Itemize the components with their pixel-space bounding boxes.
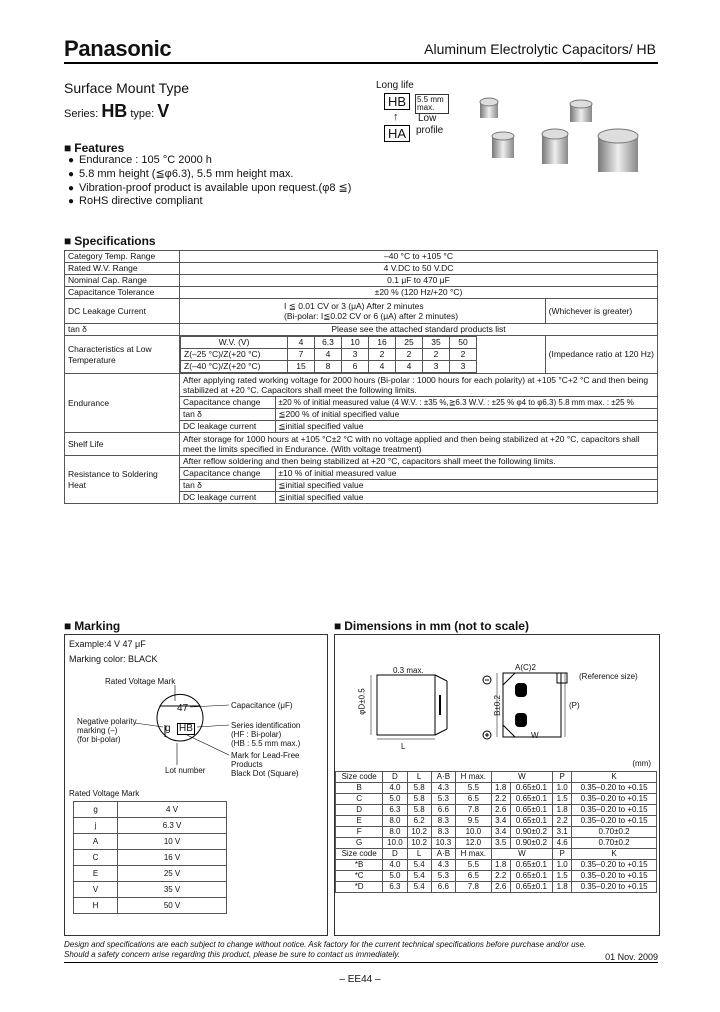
table-row [336, 794, 657, 805]
cell: 4.3 [431, 783, 455, 794]
footer-date: 01 Nov. 2009 [605, 952, 658, 962]
cell: 10.2 [407, 838, 431, 849]
cell: 2.6 [491, 882, 510, 893]
dim-label: A(C)2 [515, 663, 536, 672]
type-label: type: [130, 108, 155, 120]
series-mark: HB [179, 723, 193, 734]
dc-leak-line: I ≦ 0.01 CV or 3 (μA) After 2 minutes [284, 301, 424, 311]
cell: 0.65±0.1 [510, 794, 553, 805]
spec-label: Rated W.V. Range [65, 263, 180, 275]
series-line [64, 101, 169, 122]
solder-row [180, 492, 658, 504]
cell: 7.8 [455, 805, 491, 816]
capacitance-label: Capacitance (μF) [231, 701, 293, 710]
header-cell: P [553, 772, 572, 783]
capacitor-small-icon [480, 98, 498, 118]
endurance-row [180, 421, 658, 433]
cell: 0.65±0.1 [510, 783, 553, 794]
z-cell: 8 [315, 361, 342, 373]
solder-value: ±10 % of initial measured value [278, 468, 397, 478]
cell: B [336, 783, 383, 794]
solder-key: tan δ [180, 480, 276, 491]
cell: D [336, 805, 383, 816]
mark-cell: H [74, 898, 118, 914]
brand-logo: Panasonic [64, 36, 172, 61]
header-cell: P [553, 849, 572, 860]
cell: 0.70±0.2 [572, 838, 657, 849]
cell: 0.65±0.1 [510, 805, 553, 816]
endurance-key: tan δ [180, 409, 276, 420]
z25-label: Z(–25 °C)/Z(+20 °C) [181, 349, 288, 361]
cell: 1.8 [553, 882, 572, 893]
cell: 1.8 [491, 860, 510, 871]
low-temp-table [180, 336, 477, 373]
table-row [74, 834, 227, 850]
voltage-cell: 6.3 V [118, 818, 227, 834]
endurance-value: ≦initial specified value [278, 421, 364, 431]
spec-label: tan δ [65, 324, 180, 336]
table-row [336, 783, 657, 794]
capacitor-medium-icon [542, 129, 568, 164]
mark-cell: V [74, 882, 118, 898]
cell: G [336, 838, 383, 849]
endurance-key: DC leakage current [180, 421, 276, 432]
specifications-heading: ■ Specifications [64, 234, 156, 248]
table-row [65, 456, 658, 468]
z-cell: 4 [315, 349, 342, 361]
marking-box [64, 634, 328, 936]
header-cell: A·B [431, 772, 455, 783]
cell: *D [336, 882, 383, 893]
cell: 6.2 [407, 816, 431, 827]
header-cell: D [383, 772, 407, 783]
cell: 4.0 [383, 783, 407, 794]
spec-label: Capacitance Tolerance [65, 287, 180, 299]
table-row [65, 324, 658, 336]
wv-cell: 50 [450, 337, 477, 349]
table-row [65, 433, 658, 456]
g-mark: g [165, 723, 171, 734]
z-cell: 7 [288, 349, 315, 361]
cell: 7.8 [455, 882, 491, 893]
voltage-cell: 25 V [118, 866, 227, 882]
spec-value: 4 V.DC to 50 V.DC [180, 263, 658, 275]
wv-header: W.V. (V) [181, 337, 288, 349]
specifications-table [64, 250, 658, 504]
cell: 8.3 [431, 816, 455, 827]
low-label: Low [418, 113, 437, 124]
z-cell: 4 [369, 361, 396, 373]
dim-label: (P) [569, 701, 580, 710]
spec-value: Please see the attached standard products list [180, 324, 658, 336]
voltage-cell: 50 V [118, 898, 227, 914]
cell: 3.4 [491, 816, 510, 827]
spec-value: 0.1 μF to 470 μF [180, 275, 658, 287]
cell: 5.8 [407, 805, 431, 816]
z-cell: 6 [342, 361, 369, 373]
marking-leader-lines [65, 635, 327, 785]
table-row [336, 772, 657, 783]
marking-heading: ■ Marking [64, 619, 120, 633]
series-ident-line: Series identification [231, 721, 301, 730]
cell: 0.90±0.2 [510, 838, 553, 849]
spec-label: Shelf Life [65, 433, 180, 456]
feature-item: ● Endurance : 105 °C 2000 h [68, 154, 212, 166]
cell: 3.5 [491, 838, 510, 849]
lot-number-label: Lot number [165, 766, 206, 775]
table-row [65, 263, 658, 275]
table-row [181, 349, 477, 361]
spec-label: Characteristics at Low Temperature [65, 336, 180, 374]
cell: 4.0 [383, 860, 407, 871]
table-row [181, 361, 477, 373]
cell: 0.35–0.20 to +0.15 [572, 794, 657, 805]
spec-label: Nominal Cap. Range [65, 275, 180, 287]
cell: 6.6 [431, 805, 455, 816]
mark-cell: j [74, 818, 118, 834]
disclaimer-line: Design and specifications are each subject to change without notice. Ask factory for the current technical specifications before purchase and/or use. [64, 940, 587, 949]
cell: *C [336, 871, 383, 882]
z-cell: 2 [369, 349, 396, 361]
table-row [65, 287, 658, 299]
spec-value [180, 299, 546, 324]
cell: 0.35–0.20 to +0.15 [572, 871, 657, 882]
header-cell: L [407, 772, 431, 783]
unit-label: (mm) [632, 759, 651, 768]
cell: 3.1 [553, 827, 572, 838]
cell: 5.4 [407, 871, 431, 882]
cell: 6.5 [455, 794, 491, 805]
cell: 2.2 [491, 794, 510, 805]
cell: 9.5 [455, 816, 491, 827]
endurance-intro: After applying rated working voltage for 2000 hours (Bi-polar : 1000 hours for each polarity) at +105 °C+2 °C and then being stabilized at +20 °C. Capacitors shall meet the following limits. [180, 374, 658, 397]
mark-cell: C [74, 850, 118, 866]
cell: 0.35–0.20 to +0.15 [572, 783, 657, 794]
solder-value: ≦initial specified value [278, 492, 364, 502]
spec-value: ±20 % (120 Hz/+20 °C) [180, 287, 658, 299]
cell: 0.65±0.1 [510, 860, 553, 871]
solder-row [180, 480, 658, 492]
cell: 1.5 [553, 794, 572, 805]
cell: 0.65±0.1 [510, 871, 553, 882]
neg-polarity-line: Negative polarity marking (–) [77, 717, 137, 735]
header-cell: A·B [431, 849, 455, 860]
solder-key: Capacitance change [180, 468, 276, 479]
low-temp-cell [180, 336, 546, 374]
document-title: Aluminum Electrolytic Capacitors/ HB [424, 41, 656, 57]
header-cell: Size code [336, 772, 383, 783]
voltage-cell: 35 V [118, 882, 227, 898]
cell: 1.0 [553, 783, 572, 794]
profile-label: profile [416, 125, 444, 136]
voltage-cell: 10 V [118, 834, 227, 850]
dim-label: φD±0.5 [357, 688, 367, 715]
table-row [336, 827, 657, 838]
cell: 10.0 [455, 827, 491, 838]
table-row [65, 374, 658, 397]
cell: 5.0 [383, 871, 407, 882]
dimensions-table [335, 771, 657, 893]
z-cell: 2 [423, 349, 450, 361]
table-row [74, 882, 227, 898]
table-row [336, 849, 657, 860]
endurance-value: ±20 % of initial measured value (4 W.V. : ±35 %,≧6.3 W.V. : ±25 % φ4 to φ6.3) 5.8 mm max. : ±25 % [278, 398, 634, 407]
dimensions-box [334, 634, 660, 936]
table-row [336, 838, 657, 849]
header-cell: L [407, 849, 431, 860]
cell: 8.0 [383, 816, 407, 827]
cell: 2.2 [491, 871, 510, 882]
mark-cell: E [74, 866, 118, 882]
z-cell: 3 [450, 361, 477, 373]
features-heading: ■ Features [64, 141, 124, 155]
disclaimer-line: Should a safety concern arise regarding this product, please be sure to contact us immediately. [64, 950, 401, 959]
rated-voltage-heading: Rated Voltage Mark [69, 789, 140, 798]
marking-color: Marking color: BLACK [69, 654, 158, 664]
dc-leak-note: (Whichever is greater) [545, 299, 657, 324]
wv-cell: 4 [288, 337, 315, 349]
table-row [336, 816, 657, 827]
rated-voltage-mark-label: Rated Voltage Mark [105, 677, 176, 686]
z-cell: 2 [396, 349, 423, 361]
cell: 2.2 [553, 816, 572, 827]
cell: 0.70±0.2 [572, 827, 657, 838]
cell: 6.6 [431, 882, 455, 893]
feature-item: ● Vibration-proof product is available upon request.(φ8 ≦) [68, 181, 351, 194]
dim-label: (Reference size) [579, 672, 638, 681]
table-row [74, 898, 227, 914]
lead-free-line: Black Dot (Square) [231, 769, 299, 778]
wv-cell: 16 [369, 337, 396, 349]
footer-rule [64, 962, 658, 963]
marking-example: Example:4 V 47 μF [69, 639, 146, 649]
series-value: HB [101, 101, 128, 121]
dim-label: W [531, 731, 539, 740]
dimensions-heading: ■ Dimensions in mm (not to scale) [334, 619, 529, 633]
cell: 5.3 [431, 794, 455, 805]
cell: 5.3 [431, 871, 455, 882]
voltage-cell: 4 V [118, 802, 227, 818]
cell: 5.8 [407, 783, 431, 794]
hb-height-note: 5.5 mm max. [415, 94, 449, 114]
header-cell: H max. [455, 772, 491, 783]
table-row [65, 251, 658, 263]
z-cell: 4 [396, 361, 423, 373]
cell: 8.3 [431, 827, 455, 838]
table-row [65, 299, 658, 324]
table-row [74, 866, 227, 882]
hb-badge-wrap [384, 93, 410, 111]
series-ident-line: (HB : 5.5 mm max.) [231, 739, 301, 748]
cell: *B [336, 860, 383, 871]
series-label: Series: [64, 108, 99, 120]
spec-label: Endurance [65, 374, 180, 433]
spec-label: DC Leakage Current [65, 299, 180, 324]
cell: 2.6 [491, 805, 510, 816]
cell: 4.6 [553, 838, 572, 849]
spec-label: Category Temp. Range [65, 251, 180, 263]
endurance-value: ≦200 % of initial specified value [278, 409, 400, 419]
wv-cell: 10 [342, 337, 369, 349]
cell: 10.3 [431, 838, 455, 849]
capacitor-large-icon [598, 129, 638, 172]
dim-label: L [401, 742, 406, 751]
table-row [65, 275, 658, 287]
dim-label: 0.3 max. [393, 666, 424, 675]
table-row [65, 336, 658, 374]
table-row [336, 805, 657, 816]
hb-badge: HB [384, 93, 410, 110]
header-cell: K [572, 849, 657, 860]
endurance-key: Capacitance change [180, 397, 276, 408]
cell: 0.90±0.2 [510, 827, 553, 838]
endurance-row [180, 397, 658, 409]
solder-intro: After reflow soldering and then being stabilized at +20 °C, capacitors shall meet the following limits. [180, 456, 658, 468]
ha-badge-wrap [384, 125, 410, 143]
cell: 1.0 [553, 860, 572, 871]
cell: C [336, 794, 383, 805]
cell: 5.5 [455, 783, 491, 794]
long-life-label: Long life [376, 80, 414, 91]
cell: 6.3 [383, 805, 407, 816]
z40-label: Z(–40 °C)/Z(+20 °C) [181, 361, 288, 373]
table-row [74, 850, 227, 866]
voltage-cell: 16 V [118, 850, 227, 866]
cell: 6.5 [455, 871, 491, 882]
solder-row [180, 468, 658, 480]
mount-type: Surface Mount Type [64, 80, 190, 96]
header-cell: K [572, 772, 657, 783]
cell: 3.4 [491, 827, 510, 838]
cell: 5.5 [455, 860, 491, 871]
spec-label: Resistance to Soldering Heat [65, 456, 180, 504]
cell: 0.65±0.1 [510, 816, 553, 827]
rated-voltage-table [73, 801, 227, 914]
cell: 5.8 [407, 794, 431, 805]
arrow-up-icon: ↑ [393, 111, 399, 123]
cell: 6.3 [383, 882, 407, 893]
table-row [181, 337, 477, 349]
cell: 0.65±0.1 [510, 882, 553, 893]
table-row [74, 818, 227, 834]
ha-badge: HA [384, 125, 410, 142]
cell: 0.35–0.20 to +0.15 [572, 816, 657, 827]
table-row [74, 802, 227, 818]
header-cell: W [491, 849, 552, 860]
impedance-note: (Impedance ratio at 120 Hz) [545, 336, 657, 374]
solder-value: ≦initial specified value [278, 480, 364, 490]
lead-free-line: Mark for Lead-Free Products [231, 751, 300, 769]
cell: 0.35–0.20 to +0.15 [572, 805, 657, 816]
solder-key: DC leakage current [180, 492, 276, 503]
z-cell: 2 [450, 349, 477, 361]
cell: 10.2 [407, 827, 431, 838]
z-cell: 15 [288, 361, 315, 373]
cell: F [336, 827, 383, 838]
cell: 4.3 [431, 860, 455, 871]
cell: 8.0 [383, 827, 407, 838]
mark-cell: A [74, 834, 118, 850]
capacitor-icon [570, 100, 592, 122]
cap-value-mark: 47 [177, 703, 189, 714]
capacitor-medium-icon [492, 132, 514, 158]
header-cell: Size code [336, 849, 383, 860]
shelf-life-text: After storage for 1000 hours at +105 °C±2 °C with no voltage applied and then being stabilized at +20 °C, capacitors shall meet the limits specified in Endurance. (With voltage treatment) [180, 433, 658, 456]
cell: 0.35–0.20 to +0.15 [572, 860, 657, 871]
dc-leak-line: (Bi-polar: I≦0.02 CV or 6 (μA) after 2 minutes) [284, 311, 459, 321]
page-number: – EE44 – [339, 974, 381, 985]
cell: E [336, 816, 383, 827]
wv-cell: 35 [423, 337, 450, 349]
spec-value: –40 °C to +105 °C [180, 251, 658, 263]
series-ident-line: (HF : Bi-polar) [231, 730, 282, 739]
z-cell: 3 [423, 361, 450, 373]
mark-cell: g [74, 802, 118, 818]
wv-cell: 6.3 [315, 337, 342, 349]
header-cell: W [491, 772, 552, 783]
table-row [336, 882, 657, 893]
cell: 1.8 [553, 805, 572, 816]
header-cell: D [383, 849, 407, 860]
neg-polarity-line: (for bi-polar) [77, 735, 121, 744]
header-rule [64, 62, 658, 64]
z-cell: 3 [342, 349, 369, 361]
product-photo [470, 90, 660, 185]
feature-item: ● RoHS directive compliant [68, 195, 203, 207]
cell: 1.5 [553, 871, 572, 882]
dim-label: B±0.2 [492, 695, 502, 716]
endurance-row [180, 409, 658, 421]
feature-item: ● 5.8 mm height (≦φ6.3), 5.5 mm height max. [68, 167, 293, 180]
cell: 5.0 [383, 794, 407, 805]
cell: 0.35–0.20 to +0.15 [572, 882, 657, 893]
table-row [336, 871, 657, 882]
cell: 5.4 [407, 882, 431, 893]
cell: 1.8 [491, 783, 510, 794]
header-cell: H max. [455, 849, 491, 860]
type-value: V [157, 101, 170, 121]
cell: 10.0 [383, 838, 407, 849]
cell: 5.4 [407, 860, 431, 871]
wv-cell: 25 [396, 337, 423, 349]
cell: 12.0 [455, 838, 491, 849]
table-row [336, 860, 657, 871]
